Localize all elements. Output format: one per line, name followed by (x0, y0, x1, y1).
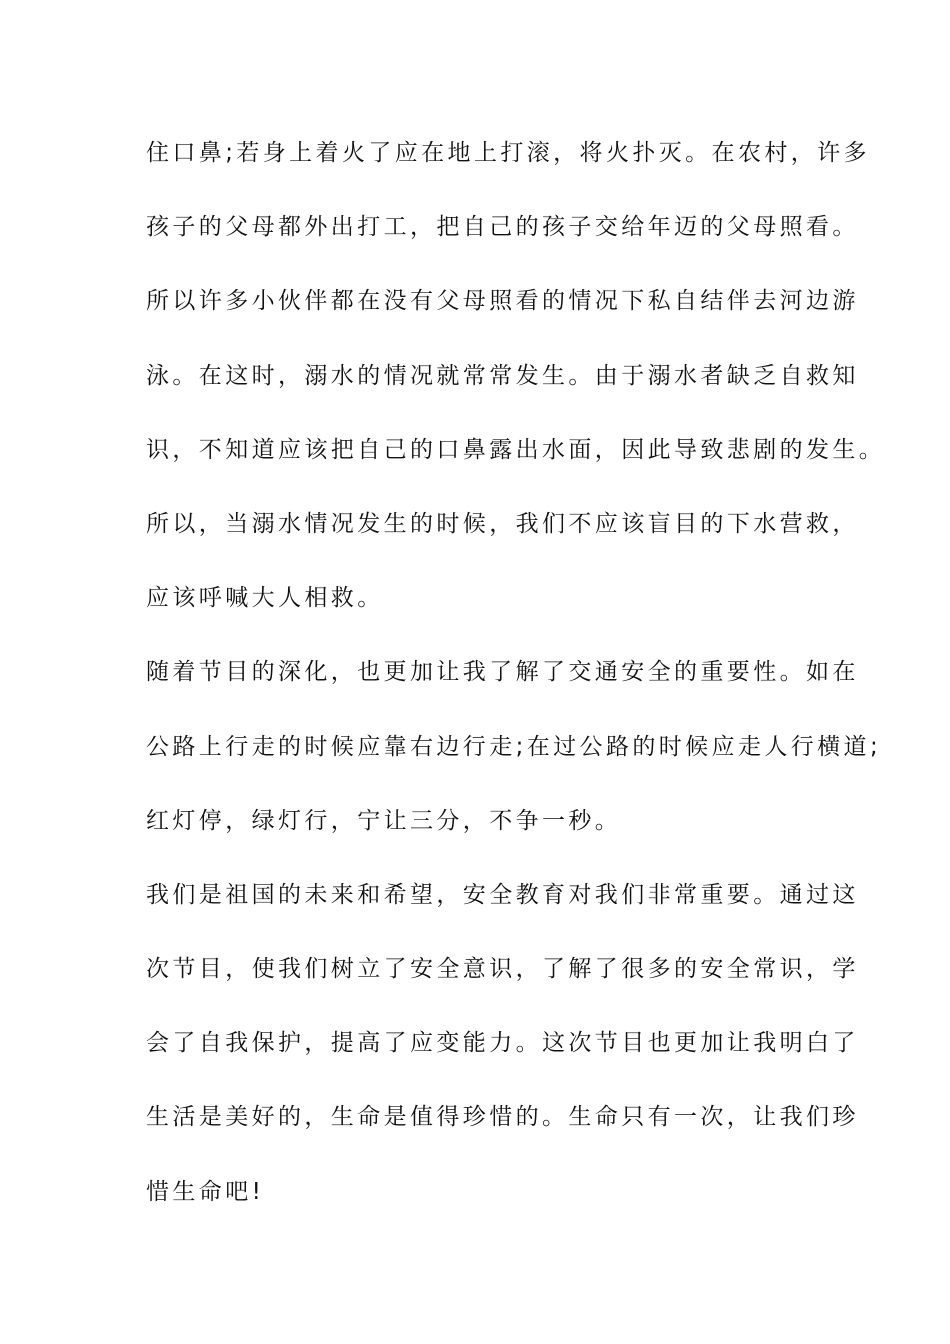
text-line: 我们是祖国的未来和希望，安全教育对我们非常重要。通过这 (146, 881, 859, 908)
text-line: 会了自我保护，提高了应变能力。这次节目也更加让我明白了 (146, 1030, 859, 1057)
text-line: 惜生命吧! (146, 1178, 265, 1205)
text-line: 生活是美好的，生命是值得珍惜的。生命只有一次，让我们珍 (146, 1104, 859, 1131)
text-line: 住口鼻;若身上着火了应在地上打滚，将火扑灭。在农村，许多 (146, 140, 870, 166)
text-line: 公路上行走的时候应靠右边行走;在过公路的时候应走人行横道; (146, 733, 882, 760)
body-text (146, 133, 886, 1246)
text-line: 次节目，使我们树立了安全意识，了解了很多的安全常识，学 (146, 956, 859, 983)
text-line: 红灯停，绿灯行，宁让三分，不争一秒。 (146, 807, 622, 834)
text-line: 随着节目的深化，也更加让我了解了交通安全的重要性。如在 (146, 659, 859, 686)
text-line: 应该呼喊大人相救。 (146, 585, 384, 612)
text-line: 孩子的父母都外出打工，把自己的孩子交给年迈的父母照看。 (146, 214, 859, 241)
text-line: 识，不知道应该把自己的口鼻露出水面，因此导致悲剧的发生。 (146, 436, 886, 463)
text-line: 泳。在这时，溺水的情况就常常发生。由于溺水者缺乏自救知 (146, 362, 859, 389)
text-line: 所以许多小伙伴都在没有父母照看的情况下私自结伴去河边游 (146, 288, 859, 315)
text-line: 所以，当溺水情况发生的时候，我们不应该盲目的下水营救， (146, 510, 859, 537)
